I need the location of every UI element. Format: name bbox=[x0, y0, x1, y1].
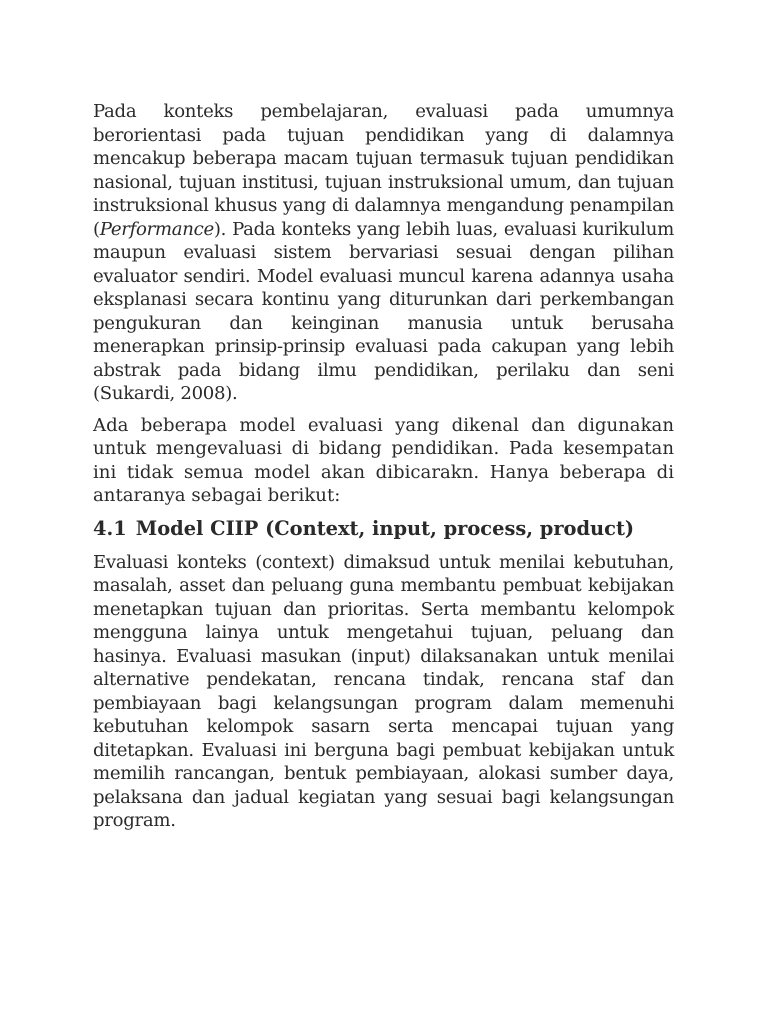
paragraph-intro-emphasis: Performance bbox=[99, 218, 214, 240]
paragraph-intro bbox=[93, 100, 674, 406]
paragraph-intro-text-a: Pada konteks pembelajaran, evaluasi pada umumnya berorientasi pada tujuan pendidikan yang di dalamnya mencakup beberapa macam tujuan termasuk tujuan pendidikan nasional, tujuan institusi, tujuan instruksional umum, dan tujuan instruksional khusus yang di dalamnya mengandung penampilan ( bbox=[93, 101, 674, 240]
document-page bbox=[93, 100, 674, 833]
section-title: Model CIIP (Context, input, process, product) bbox=[135, 516, 635, 540]
section-number: 4.1 bbox=[93, 516, 127, 540]
paragraph-models: Ada beberapa model evaluasi yang dikenal dan digunakan untuk mengevaluasi di bidang pendidikan. Pada kesempatan ini tidak semua model akan dibicarakn. Hanya beberapa di antaranya sebagai berikut: bbox=[93, 414, 674, 506]
paragraph-context-evaluation: Evaluasi konteks (context) dimaksud untuk menilai kebutuhan, masalah, asset dan peluang guna membantu pembuat kebijakan menetapkan tujuan dan prioritas. Serta membantu kelompok mengguna lainya untuk mengetahui tujuan, peluang dan hasinya. Evaluasi masukan (input) dilaksanakan untuk menilai alternative pendekatan, rencana tindak, rencana staf dan pembiayaan bagi kelangsungan program dalam memenuhi kebutuhan kelompok sasarn serta mencapai tujuan yang ditetapkan. Evaluasi ini berguna bagi pembuat kebijakan untuk memilih rancangan, bentuk pembiayaan, alokasi sumber daya, pelaksana dan jadual kegiatan yang sesuai bagi kelangsungan program. bbox=[93, 551, 674, 831]
section-heading bbox=[93, 516, 674, 541]
paragraph-intro-text-b: ). Pada konteks yang lebih luas, evaluasi kurikulum maupun evaluasi sistem bervariasi sesuai dengan pilihan evaluator sendiri. Model evaluasi muncul karena adannya usaha eksplanasi secara kontinu yang diturunkan dari perkembangan pengukuran dan keinginan manusia untuk berusaha menerapkan prinsip-prinsip evaluasi pada cakupan yang lebih abstrak pada bidang ilmu pendidikan, perilaku dan seni (Sukardi, 2008). bbox=[93, 218, 674, 404]
